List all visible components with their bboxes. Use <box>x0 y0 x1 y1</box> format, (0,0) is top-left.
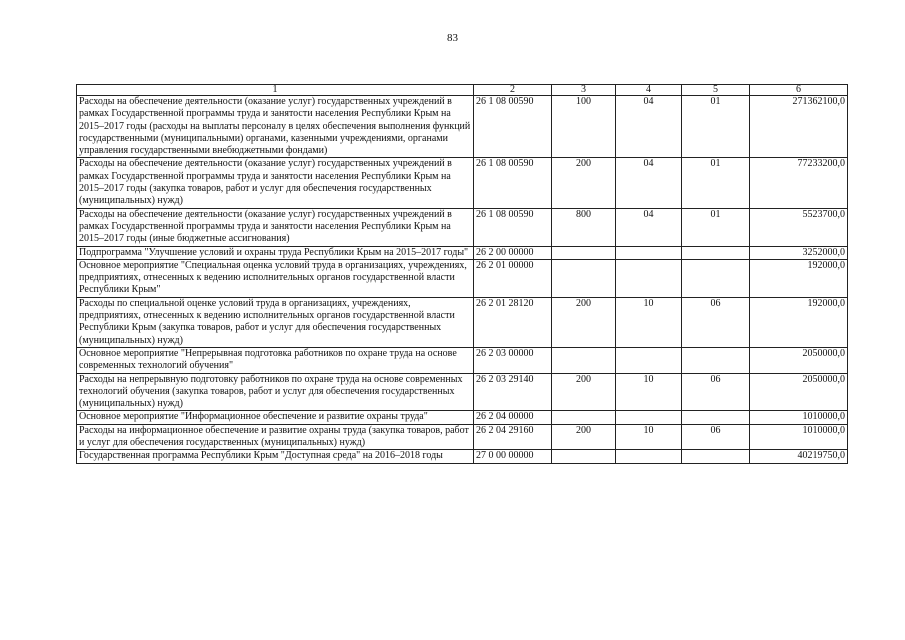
budget-table <box>76 84 848 464</box>
row-col3 <box>552 259 616 297</box>
row-col5 <box>682 259 750 297</box>
row-col4: 04 <box>616 208 682 246</box>
column-header-1: 1 <box>77 85 474 96</box>
table-row <box>77 259 848 297</box>
row-col3: 100 <box>552 96 616 158</box>
row-name: Расходы на непрерывную подготовку работников по охране труда на основе современных технологий обучения (закупка товаров, работ и услуг для обеспечения государственных (муниципальных) нужд) <box>77 373 474 411</box>
table-row <box>77 297 848 347</box>
row-amount: 2050000,0 <box>750 373 848 411</box>
row-col5: 06 <box>682 297 750 347</box>
row-amount: 192000,0 <box>750 259 848 297</box>
row-col4 <box>616 450 682 463</box>
row-name: Расходы по специальной оценке условий труда в организациях, учреждениях, предприятиях, отнесенных к ведению исполнительных органов государственной власти Республики Крым (закупка товаров, работ и услуг для обеспечения государственных (муниципальных) нужд) <box>77 297 474 347</box>
row-code: 26 2 01 00000 <box>474 259 552 297</box>
row-col4: 10 <box>616 424 682 450</box>
row-code: 26 1 08 00590 <box>474 208 552 246</box>
row-code: 26 1 08 00590 <box>474 96 552 158</box>
row-col4 <box>616 411 682 424</box>
page-number: 83 <box>447 32 458 44</box>
table-row <box>77 411 848 424</box>
row-name: Расходы на обеспечение деятельности (оказание услуг) государственных учреждений в рамках Государственной программы труда и занятости населения Республики Крым на 2015–2017 годы (расходы на выплаты персоналу в целях обеспечения выполнения функций государственными (муниципальными) органами, казенными учреждениями, органами управления государственными внебюджетными фондами) <box>77 96 474 158</box>
column-header-6: 6 <box>750 85 848 96</box>
row-name: Государственная программа Республики Крым "Доступная среда" на 2016–2018 годы <box>77 450 474 463</box>
row-col3: 800 <box>552 208 616 246</box>
header-row <box>77 85 848 96</box>
row-col4 <box>616 259 682 297</box>
table-row <box>77 347 848 373</box>
row-col3: 200 <box>552 158 616 208</box>
row-amount: 192000,0 <box>750 297 848 347</box>
row-col4: 10 <box>616 297 682 347</box>
row-col3 <box>552 411 616 424</box>
row-col3: 200 <box>552 297 616 347</box>
row-col5: 06 <box>682 424 750 450</box>
row-name: Основное мероприятие "Информационное обеспечение и развитие охраны труда" <box>77 411 474 424</box>
column-header-3: 3 <box>552 85 616 96</box>
table-row <box>77 424 848 450</box>
row-code: 27 0 00 00000 <box>474 450 552 463</box>
row-amount: 3252000,0 <box>750 246 848 259</box>
row-name: Подпрограмма "Улучшение условий и охраны труда Республики Крым на 2015–2017 годы" <box>77 246 474 259</box>
row-col4: 10 <box>616 373 682 411</box>
table-row <box>77 96 848 158</box>
row-col3: 200 <box>552 373 616 411</box>
table-row <box>77 158 848 208</box>
table-row <box>77 246 848 259</box>
row-code: 26 2 04 00000 <box>474 411 552 424</box>
row-amount: 1010000,0 <box>750 411 848 424</box>
row-name: Расходы на информационное обеспечение и развитие охраны труда (закупка товаров, работ и услуг для обеспечения государственных (муниципальных) нужд) <box>77 424 474 450</box>
column-header-5: 5 <box>682 85 750 96</box>
row-code: 26 2 04 29160 <box>474 424 552 450</box>
row-code: 26 1 08 00590 <box>474 158 552 208</box>
row-amount: 2050000,0 <box>750 347 848 373</box>
row-name: Основное мероприятие "Непрерывная подготовка работников по охране труда на основе современных технологий обучения" <box>77 347 474 373</box>
row-col5 <box>682 450 750 463</box>
row-col5: 06 <box>682 373 750 411</box>
row-col4 <box>616 246 682 259</box>
row-col4: 04 <box>616 96 682 158</box>
row-col5: 01 <box>682 158 750 208</box>
row-code: 26 2 03 00000 <box>474 347 552 373</box>
row-col3 <box>552 450 616 463</box>
row-name: Расходы на обеспечение деятельности (оказание услуг) государственных учреждений в рамках Государственной программы труда и занятости населения Республики Крым на 2015–2017 годы (иные бюджетные ассигнования) <box>77 208 474 246</box>
row-code: 26 2 00 00000 <box>474 246 552 259</box>
row-code: 26 2 01 28120 <box>474 297 552 347</box>
row-amount: 1010000,0 <box>750 424 848 450</box>
row-amount: 271362100,0 <box>750 96 848 158</box>
row-col5 <box>682 347 750 373</box>
row-col3 <box>552 246 616 259</box>
table-row <box>77 208 848 246</box>
column-header-4: 4 <box>616 85 682 96</box>
row-code: 26 2 03 29140 <box>474 373 552 411</box>
column-header-2: 2 <box>474 85 552 96</box>
row-col5 <box>682 411 750 424</box>
row-col3: 200 <box>552 424 616 450</box>
table-row <box>77 373 848 411</box>
row-amount: 5523700,0 <box>750 208 848 246</box>
row-col4: 04 <box>616 158 682 208</box>
row-col5: 01 <box>682 208 750 246</box>
row-amount: 77233200,0 <box>750 158 848 208</box>
row-col5 <box>682 246 750 259</box>
row-col3 <box>552 347 616 373</box>
table-row <box>77 450 848 463</box>
row-col4 <box>616 347 682 373</box>
row-col5: 01 <box>682 96 750 158</box>
row-name: Расходы на обеспечение деятельности (оказание услуг) государственных учреждений в рамках Государственной программы труда и занятости населения Республики Крым на 2015–2017 годы (закупка товаров, работ и услуг для обеспечения государственных (муниципальных) нужд) <box>77 158 474 208</box>
row-name: Основное мероприятие "Специальная оценка условий труда в организациях, учреждениях, предприятиях, отнесенных к ведению исполнительных органов государственной власти Республики Крым" <box>77 259 474 297</box>
row-amount: 40219750,0 <box>750 450 848 463</box>
